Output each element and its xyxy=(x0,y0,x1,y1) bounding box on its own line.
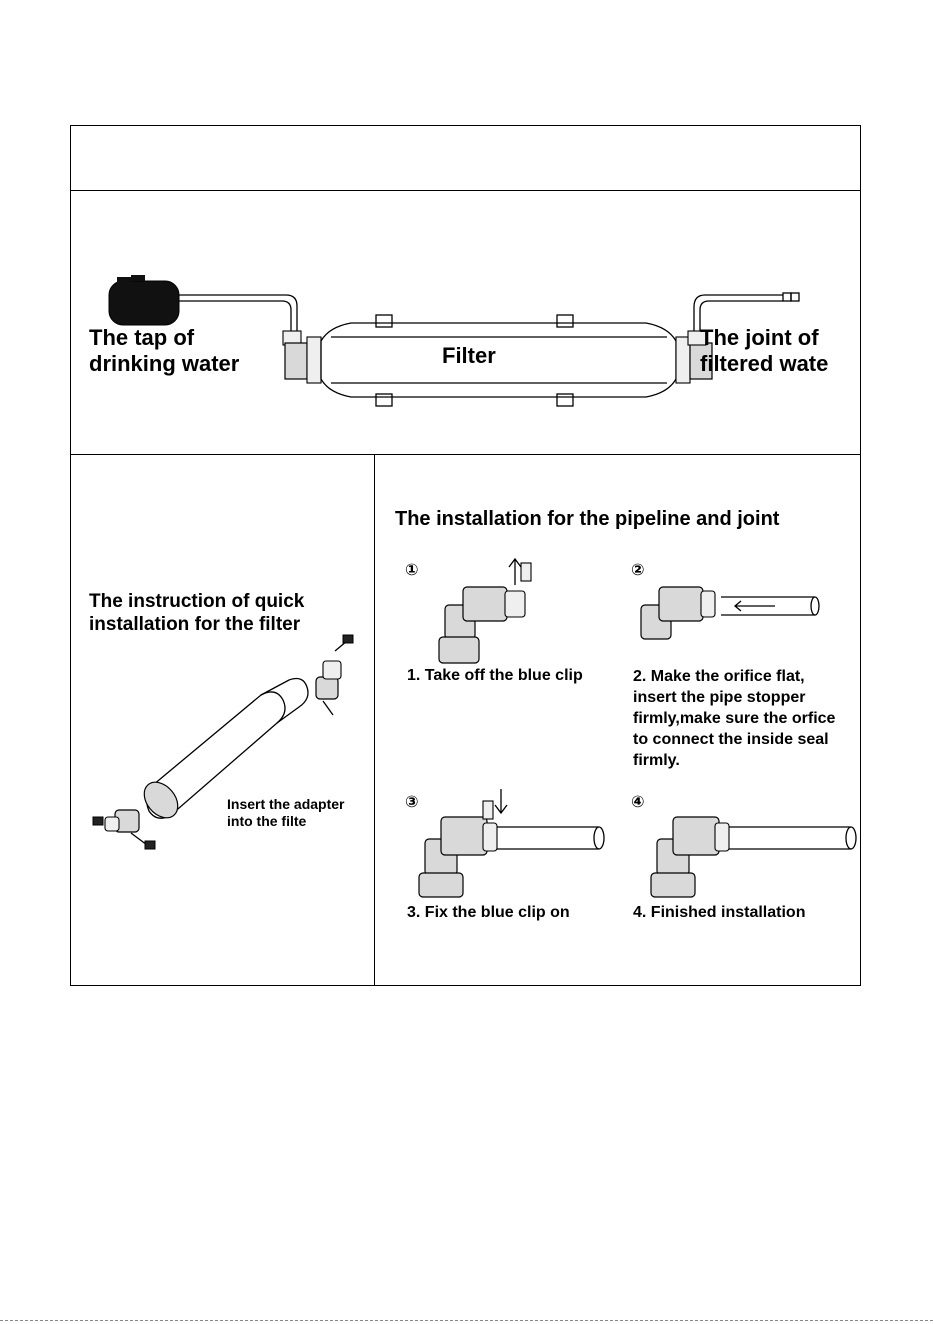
adapter-note xyxy=(227,796,344,830)
step-3-text xyxy=(407,903,570,922)
step-2-line: insert the pipe stopper xyxy=(633,689,806,706)
adapter-note-line: into the filte xyxy=(227,812,307,829)
quick-install-title-line: installation for the filter xyxy=(89,613,301,635)
step-4-line: 4. Finished installation xyxy=(633,904,806,921)
quick-install-title-line: The instruction of quick xyxy=(89,591,305,612)
quick-install-panel xyxy=(71,455,375,985)
step-1-illustration xyxy=(439,559,531,663)
adapter-note-line: Insert the adapter xyxy=(227,796,345,812)
step-2-line: firmly. xyxy=(633,752,680,769)
step-2-marker: ② xyxy=(631,562,645,579)
joint-label-line: filtered wate xyxy=(700,351,829,377)
step-2-line: to connect the inside seal xyxy=(633,731,829,748)
step-4-marker: ④ xyxy=(631,794,645,811)
step-2-line: firmly,make sure the orfice xyxy=(633,710,836,727)
joint-label xyxy=(700,325,828,378)
step-1-text xyxy=(407,666,583,685)
tap-label xyxy=(89,325,239,378)
step-1-marker: ① xyxy=(405,562,419,579)
tap-icon xyxy=(109,281,179,325)
filter-assembly-illustration xyxy=(71,455,375,985)
step-2-illustration xyxy=(641,587,819,639)
tap-label-line: The tap of xyxy=(89,325,195,350)
step-1-line: 1. Take off the blue clip xyxy=(407,667,583,684)
filter-overview-diagram xyxy=(71,191,860,455)
filter-line-illustration xyxy=(71,191,862,455)
step-2-line: 2. Make the orifice flat, xyxy=(633,668,805,685)
step-2-text xyxy=(633,666,835,771)
step-4-text xyxy=(633,903,805,922)
filter-label: Filter xyxy=(442,343,496,368)
pipeline-install-panel xyxy=(375,455,860,985)
pipeline-title: The installation for the pipeline and joint xyxy=(395,508,780,530)
step-3-line: 3. Fix the blue clip on xyxy=(407,904,570,921)
instruction-sheet xyxy=(70,125,861,986)
joint-label-line: The joint of xyxy=(700,325,819,350)
page-bottom-edge xyxy=(0,1320,933,1321)
header-row xyxy=(71,126,860,191)
step-3-illustration xyxy=(419,789,604,897)
step-4-illustration xyxy=(651,817,856,897)
tap-label-line: drinking water xyxy=(89,351,240,377)
step-3-marker: ③ xyxy=(405,794,419,811)
